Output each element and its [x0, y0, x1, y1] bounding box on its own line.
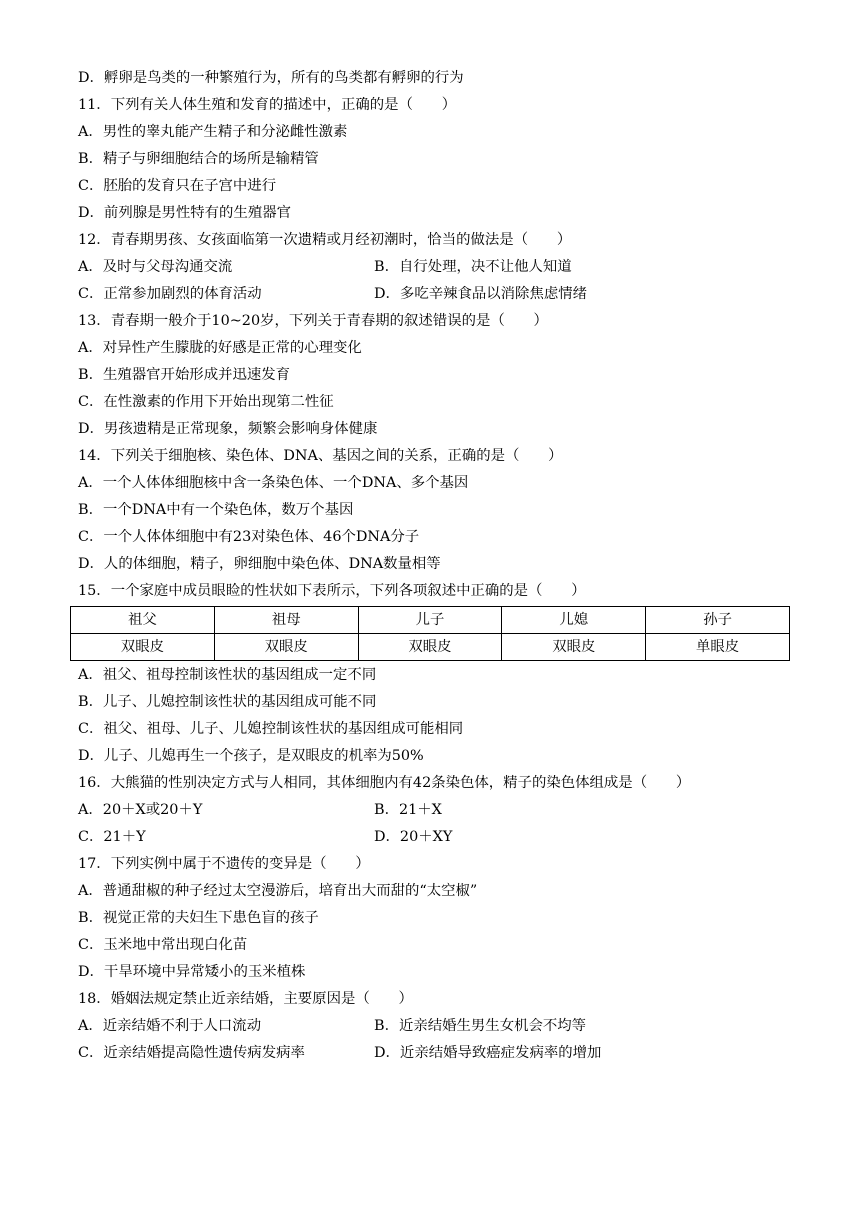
- q13-option-b: B．生殖器官开始形成并迅速发育: [78, 367, 291, 383]
- table-header-row: [71, 607, 790, 634]
- q15-option-d: D．儿子、儿媳再生一个孩子，是双眼皮的机率为50%: [78, 748, 424, 764]
- q18-option-a: A．近亲结婚不利于人口流动: [78, 1018, 262, 1034]
- q11-option-d: D．前列腺是男性特有的生殖器官: [78, 205, 292, 221]
- table-cell: 双眼皮: [214, 634, 358, 661]
- q14-stem: 14．下列关于细胞核、染色体、DNA、基因之间的关系，正确的是（ ）: [78, 448, 563, 464]
- table-header-cell: 祖母: [214, 607, 358, 634]
- table-cell: 单眼皮: [646, 634, 790, 661]
- q17-option-c: C．玉米地中常出现白化苗: [78, 937, 248, 953]
- q15-option-b: B．儿子、儿媳控制该性状的基因组成可能不同: [78, 694, 377, 710]
- q13-stem: 13．青春期一般介于10~20岁，下列关于青春期的叙述错误的是（ ）: [78, 313, 548, 329]
- q13-option-a: A．对异性产生朦胧的好感是正常的心理变化: [78, 340, 362, 356]
- q11-stem: 11．下列有关人体生殖和发育的描述中，正确的是（ ）: [78, 97, 457, 113]
- q16-option-d: D．20＋XY: [374, 829, 453, 845]
- q18-option-b: B．近亲结婚生男生女机会不均等: [374, 1018, 587, 1034]
- q16-stem: 16．大熊猫的性别决定方式与人相同，其体细胞内有42条染色体，精子的染色体组成是（ ）: [78, 775, 691, 791]
- q17-option-a: A．普通甜椒的种子经过太空漫游后，培育出大而甜的“太空椒”: [78, 883, 478, 899]
- q11-option-c: C．胚胎的发育只在子宫中进行: [78, 178, 277, 194]
- table-cell: 双眼皮: [358, 634, 502, 661]
- table-header-cell: 祖父: [71, 607, 215, 634]
- q14-option-c: C．一个人体体细胞中有23对染色体、46个DNA分子: [78, 529, 420, 545]
- q16-option-a: A．20＋X或20＋Y: [78, 802, 203, 818]
- q12-option-a: A．及时与父母沟通交流: [78, 259, 233, 275]
- q12-option-d: D．多吃辛辣食品以消除焦虑情绪: [374, 286, 588, 302]
- q16-option-b: B．21＋X: [374, 802, 442, 818]
- q15-stem: 15．一个家庭中成员眼睑的性状如下表所示，下列各项叙述中正确的是（ ）: [78, 583, 586, 599]
- q12-stem: 12．青春期男孩、女孩面临第一次遗精或月经初潮时，恰当的做法是（ ）: [78, 232, 572, 248]
- table-cell: 双眼皮: [71, 634, 215, 661]
- table-header-cell: 儿媳: [502, 607, 646, 634]
- q15-option-c: C．祖父、祖母、儿子、儿媳控制该性状的基因组成可能相同: [78, 721, 464, 737]
- q18-option-d: D．近亲结婚导致癌症发病率的增加: [374, 1045, 602, 1061]
- q11-option-b: B．精子与卵细胞结合的场所是输精管: [78, 151, 319, 167]
- q14-option-a: A．一个人体体细胞核中含一条染色体、一个DNA、多个基因: [78, 475, 469, 491]
- q17-option-b: B．视觉正常的夫妇生下患色盲的孩子: [78, 910, 319, 926]
- eyelid-trait-table: [70, 606, 790, 661]
- q15-option-a: A．祖父、祖母控制该性状的基因组成一定不同: [78, 667, 377, 683]
- q17-stem: 17．下列实例中属于不遗传的变异是（ ）: [78, 856, 370, 872]
- q13-option-d: D．男孩遗精是正常现象，频繁会影响身体健康: [78, 421, 378, 437]
- q11-option-a: A．男性的睾丸能产生精子和分泌雌性激素: [78, 124, 348, 140]
- table-row: [71, 634, 790, 661]
- q10-option-d: D．孵卵是鸟类的一种繁殖行为，所有的鸟类都有孵卵的行为: [78, 70, 464, 86]
- q18-option-c: C．近亲结婚提高隐性遗传病发病率: [78, 1045, 305, 1061]
- table-header-cell: 孙子: [646, 607, 790, 634]
- table-header-cell: 儿子: [358, 607, 502, 634]
- q13-option-c: C．在性激素的作用下开始出现第二性征: [78, 394, 334, 410]
- q18-stem: 18．婚姻法规定禁止近亲结婚，主要原因是（ ）: [78, 991, 413, 1007]
- table-cell: 双眼皮: [502, 634, 646, 661]
- q14-option-d: D．人的体细胞，精子，卵细胞中染色体、DNA数量相等: [78, 556, 441, 572]
- q12-option-c: C．正常参加剧烈的体育活动: [78, 286, 262, 302]
- q14-option-b: B．一个DNA中有一个染色体，数万个基因: [78, 502, 354, 518]
- q16-option-c: C．21＋Y: [78, 829, 146, 845]
- q12-option-b: B．自行处理，决不让他人知道: [374, 259, 572, 275]
- q17-option-d: D．干旱环境中异常矮小的玉米植株: [78, 964, 306, 980]
